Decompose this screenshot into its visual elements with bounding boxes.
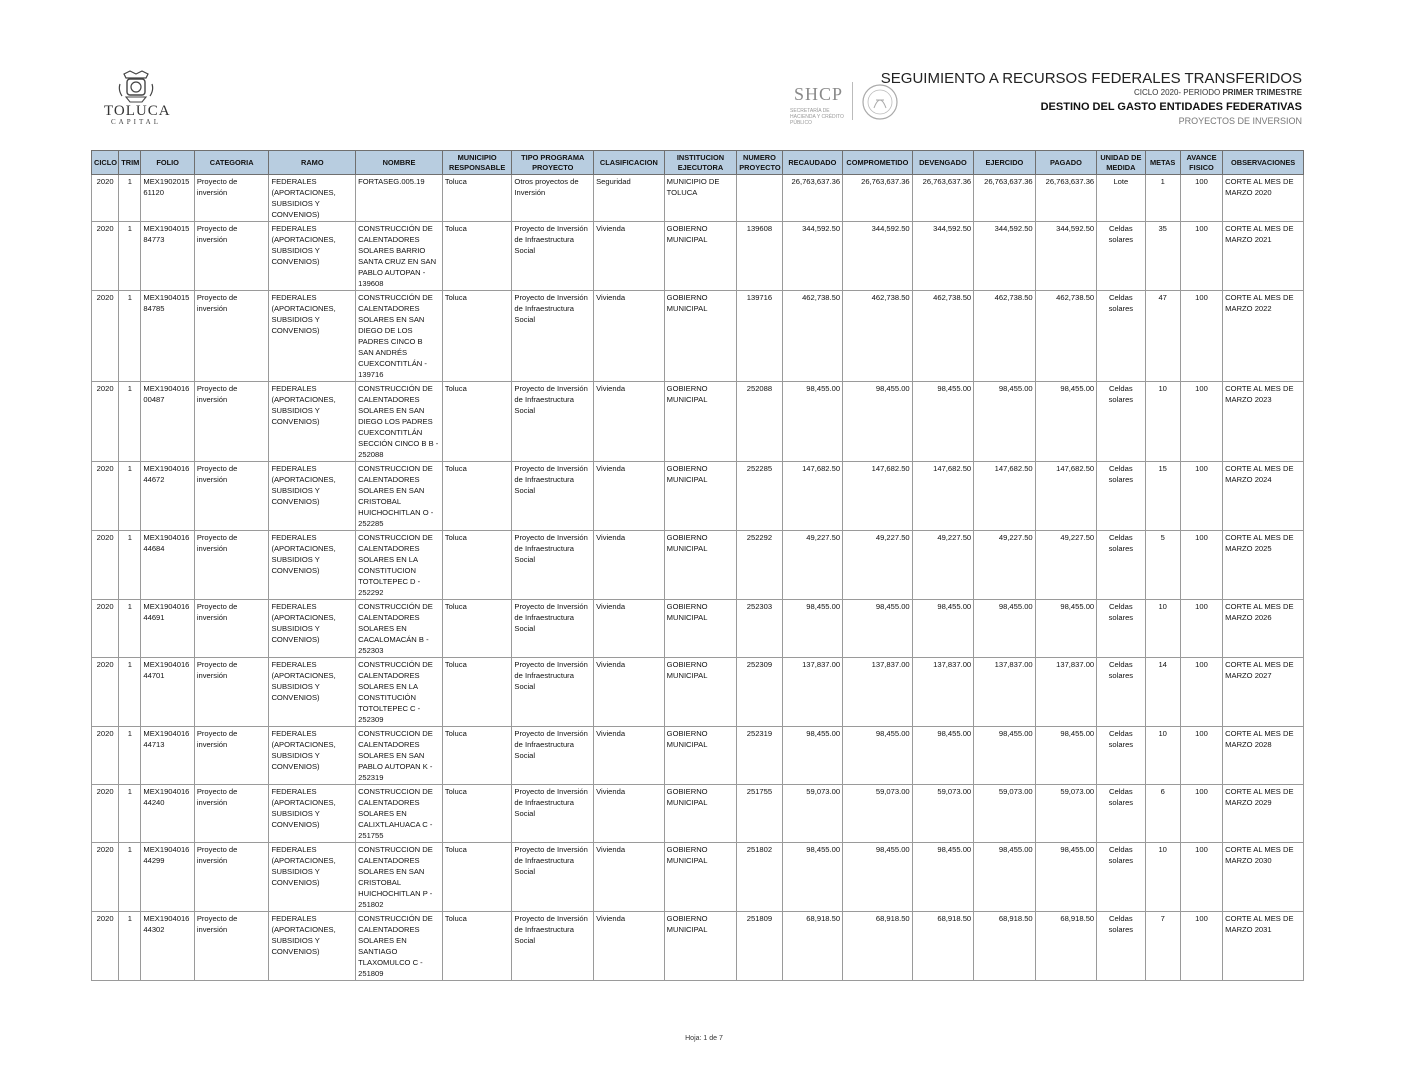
cell-nombre: CONSTRUCCIÓN DE CALENTADORES SOLARES EN CACALOMACÁN B - 252303 <box>356 600 443 658</box>
cell-ejercido: 137,837.00 <box>974 658 1036 727</box>
cell-folio: MEX1904016 44672 <box>141 462 194 531</box>
cell-unidad-medida: Celdas solares <box>1097 382 1145 462</box>
cell-ramo: FEDERALES (APORTACIONES, SUBSIDIOS Y CONVENIOS) <box>269 785 356 843</box>
cell-ejercido: 462,738.50 <box>974 291 1036 382</box>
table-body <box>92 175 1304 981</box>
cell-categoria: Proyecto de inversión <box>194 175 269 222</box>
cell-folio: MEX1902015 61120 <box>141 175 194 222</box>
cell-recaudado: 26,763,637.36 <box>782 175 842 222</box>
cell-recaudado: 59,073.00 <box>782 785 842 843</box>
col-header-categoria: CATEGORIA <box>194 151 269 175</box>
table-row <box>92 462 1304 531</box>
cell-pagado: 147,682.50 <box>1035 462 1097 531</box>
cell-categoria: Proyecto de inversión <box>194 843 269 912</box>
cell-clasificacion: Vivienda <box>594 531 665 600</box>
cell-clasificacion: Vivienda <box>594 727 665 785</box>
cell-nombre: CONSTRUCCIÓN DE CALENTADORES SOLARES EN SANTIAGO TLAXOMULCO C - 251809 <box>356 912 443 981</box>
col-header-nombre: NOMBRE <box>356 151 443 175</box>
cell-ramo: FEDERALES (APORTACIONES, SUBSIDIOS Y CONVENIOS) <box>269 658 356 727</box>
cell-recaudado: 98,455.00 <box>782 843 842 912</box>
cell-municipio: Toluca <box>442 600 512 658</box>
table-row <box>92 531 1304 600</box>
cell-pagado: 98,455.00 <box>1035 843 1097 912</box>
cell-clasificacion: Vivienda <box>594 222 665 291</box>
cell-tipo-programa: Proyecto de Inversión de Infraestructura Social <box>512 531 594 600</box>
cell-observaciones: CORTE AL MES DE MARZO 2020 <box>1223 175 1304 222</box>
cell-nombre: CONSTRUCCION DE CALENTADORES SOLARES EN SAN CRISTOBAL HUICHOCHITLAN P - 251802 <box>356 843 443 912</box>
cell-avance-fisico: 100 <box>1180 843 1222 912</box>
cell-tipo-programa: Proyecto de Inversión de Infraestructura Social <box>512 912 594 981</box>
col-header-pagado: PAGADO <box>1035 151 1097 175</box>
cell-municipio: Toluca <box>442 462 512 531</box>
cell-numero-proyecto: 251802 <box>737 843 782 912</box>
table-row <box>92 175 1304 222</box>
cell-pagado: 344,592.50 <box>1035 222 1097 291</box>
cell-unidad-medida: Lote <box>1097 175 1145 222</box>
cell-ramo: FEDERALES (APORTACIONES, SUBSIDIOS Y CONVENIOS) <box>269 600 356 658</box>
cell-ciclo: 2020 <box>92 291 119 382</box>
cell-avance-fisico: 100 <box>1180 785 1222 843</box>
cell-clasificacion: Vivienda <box>594 462 665 531</box>
cell-ciclo: 2020 <box>92 785 119 843</box>
cell-observaciones: CORTE AL MES DE MARZO 2030 <box>1223 843 1304 912</box>
cell-recaudado: 98,455.00 <box>782 382 842 462</box>
cell-recaudado: 462,738.50 <box>782 291 842 382</box>
toluca-logo <box>104 70 171 132</box>
cell-institucion: GOBIERNO MUNICIPAL <box>664 291 737 382</box>
cell-trim: 1 <box>119 785 141 843</box>
cell-avance-fisico: 100 <box>1180 658 1222 727</box>
cell-municipio: Toluca <box>442 382 512 462</box>
col-header-trim: TRIM <box>119 151 141 175</box>
cell-institucion: GOBIERNO MUNICIPAL <box>664 531 737 600</box>
cell-municipio: Toluca <box>442 175 512 222</box>
cell-municipio: Toluca <box>442 912 512 981</box>
table-row <box>92 600 1304 658</box>
cell-metas: 35 <box>1145 222 1180 291</box>
projects-table <box>91 150 1304 981</box>
cell-clasificacion: Vivienda <box>594 658 665 727</box>
cell-metas: 10 <box>1145 382 1180 462</box>
cell-trim: 1 <box>119 912 141 981</box>
cell-metas: 5 <box>1145 531 1180 600</box>
cell-avance-fisico: 100 <box>1180 600 1222 658</box>
cell-devengado: 98,455.00 <box>912 382 974 462</box>
cell-devengado: 26,763,637.36 <box>912 175 974 222</box>
cell-institucion: GOBIERNO MUNICIPAL <box>664 912 737 981</box>
cell-metas: 10 <box>1145 600 1180 658</box>
cycle-period: PRIMER TRIMESTRE <box>1222 88 1302 97</box>
table-row <box>92 727 1304 785</box>
cell-comprometido: 98,455.00 <box>843 382 913 462</box>
cell-ejercido: 344,592.50 <box>974 222 1036 291</box>
col-header-institucion: INSTITUCION EJECUTORA <box>664 151 737 175</box>
cell-trim: 1 <box>119 291 141 382</box>
cell-ejercido: 98,455.00 <box>974 727 1036 785</box>
cell-ejercido: 98,455.00 <box>974 600 1036 658</box>
cell-recaudado: 344,592.50 <box>782 222 842 291</box>
cell-municipio: Toluca <box>442 222 512 291</box>
cell-clasificacion: Vivienda <box>594 785 665 843</box>
cell-avance-fisico: 100 <box>1180 291 1222 382</box>
cell-municipio: Toluca <box>442 531 512 600</box>
cell-numero-proyecto: 252319 <box>737 727 782 785</box>
cell-ejercido: 98,455.00 <box>974 843 1036 912</box>
cell-unidad-medida: Celdas solares <box>1097 785 1145 843</box>
cell-observaciones: CORTE AL MES DE MARZO 2027 <box>1223 658 1304 727</box>
cell-pagado: 49,227.50 <box>1035 531 1097 600</box>
cell-categoria: Proyecto de inversión <box>194 291 269 382</box>
cell-numero-proyecto: 139608 <box>737 222 782 291</box>
cell-nombre: CONSTRUCCIÓN DE CALENTADORES SOLARES EN LA CONSTITUCIÓN TOTOLTEPEC C - 252309 <box>356 658 443 727</box>
cell-nombre: FORTASEG.005.19 <box>356 175 443 222</box>
cycle-prefix: CICLO 2020- PERIODO <box>1133 88 1221 97</box>
cell-comprometido: 98,455.00 <box>843 843 913 912</box>
cell-comprometido: 59,073.00 <box>843 785 913 843</box>
cell-ramo: FEDERALES (APORTACIONES, SUBSIDIOS Y CONVENIOS) <box>269 531 356 600</box>
cell-numero-proyecto: 252292 <box>737 531 782 600</box>
col-header-unidad-medida: UNIDAD DE MEDIDA <box>1097 151 1145 175</box>
col-header-tipo-programa: TIPO PROGRAMA PROYECTO <box>512 151 594 175</box>
cell-observaciones: CORTE AL MES DE MARZO 2021 <box>1223 222 1304 291</box>
cell-nombre: CONSTRUCCIÓN DE CALENTADORES SOLARES BARRIO SANTA CRUZ EN SAN PABLO AUTOPAN - 139608 <box>356 222 443 291</box>
logo-toluca-sub: CAPITAL <box>111 118 161 126</box>
cell-comprometido: 462,738.50 <box>843 291 913 382</box>
cell-ejercido: 49,227.50 <box>974 531 1036 600</box>
cell-numero-proyecto: 251809 <box>737 912 782 981</box>
cell-clasificacion: Seguridad <box>594 175 665 222</box>
cell-numero-proyecto: 252309 <box>737 658 782 727</box>
cell-devengado: 68,918.50 <box>912 912 974 981</box>
cell-clasificacion: Vivienda <box>594 912 665 981</box>
shcp-divider <box>852 82 853 120</box>
cell-pagado: 98,455.00 <box>1035 727 1097 785</box>
cell-unidad-medida: Celdas solares <box>1097 222 1145 291</box>
report-destination: DESTINO DEL GASTO ENTIDADES FEDERATIVAS <box>1040 101 1302 113</box>
cell-numero-proyecto: 139716 <box>737 291 782 382</box>
cell-numero-proyecto: 252285 <box>737 462 782 531</box>
cell-ciclo: 2020 <box>92 658 119 727</box>
cell-ejercido: 59,073.00 <box>974 785 1036 843</box>
cell-trim: 1 <box>119 600 141 658</box>
cell-nombre: CONSTRUCCION DE CALENTADORES SOLARES EN CALIXTLAHUACA C - 251755 <box>356 785 443 843</box>
cell-observaciones: CORTE AL MES DE MARZO 2028 <box>1223 727 1304 785</box>
cell-observaciones: CORTE AL MES DE MARZO 2031 <box>1223 912 1304 981</box>
shcp-sub: SECRETARÍA DE HACIENDA Y CRÉDITO PÚBLICO <box>790 108 844 126</box>
cell-metas: 15 <box>1145 462 1180 531</box>
cell-comprometido: 68,918.50 <box>843 912 913 981</box>
col-header-metas: METAS <box>1145 151 1180 175</box>
cell-devengado: 49,227.50 <box>912 531 974 600</box>
cell-devengado: 147,682.50 <box>912 462 974 531</box>
cell-categoria: Proyecto de inversión <box>194 531 269 600</box>
cell-institucion: GOBIERNO MUNICIPAL <box>664 785 737 843</box>
cell-folio: MEX1904016 44713 <box>141 727 194 785</box>
cell-recaudado: 98,455.00 <box>782 727 842 785</box>
cell-unidad-medida: Celdas solares <box>1097 658 1145 727</box>
cell-folio: MEX1904016 00487 <box>141 382 194 462</box>
cell-ciclo: 2020 <box>92 912 119 981</box>
col-header-avance-fisico: AVANCE FISICO <box>1180 151 1222 175</box>
cell-ciclo: 2020 <box>92 222 119 291</box>
table-row <box>92 912 1304 981</box>
cell-pagado: 137,837.00 <box>1035 658 1097 727</box>
cell-avance-fisico: 100 <box>1180 727 1222 785</box>
cell-unidad-medida: Celdas solares <box>1097 843 1145 912</box>
cell-devengado: 344,592.50 <box>912 222 974 291</box>
cell-trim: 1 <box>119 658 141 727</box>
cell-categoria: Proyecto de inversión <box>194 727 269 785</box>
table-header-row <box>92 151 1304 175</box>
cell-recaudado: 98,455.00 <box>782 600 842 658</box>
cell-unidad-medida: Celdas solares <box>1097 291 1145 382</box>
cell-clasificacion: Vivienda <box>594 600 665 658</box>
cell-ciclo: 2020 <box>92 727 119 785</box>
cell-unidad-medida: Celdas solares <box>1097 462 1145 531</box>
cell-metas: 47 <box>1145 291 1180 382</box>
cell-metas: 10 <box>1145 727 1180 785</box>
cell-observaciones: CORTE AL MES DE MARZO 2025 <box>1223 531 1304 600</box>
cell-nombre: CONSTRUCCION DE CALENTADORES SOLARES EN LA CONSTITUCION TOTOLTEPEC D - 252292 <box>356 531 443 600</box>
cell-clasificacion: Vivienda <box>594 382 665 462</box>
cell-tipo-programa: Proyecto de Inversión de Infraestructura Social <box>512 382 594 462</box>
cell-comprometido: 98,455.00 <box>843 727 913 785</box>
cell-devengado: 98,455.00 <box>912 600 974 658</box>
cell-trim: 1 <box>119 531 141 600</box>
cell-comprometido: 147,682.50 <box>843 462 913 531</box>
cell-devengado: 98,455.00 <box>912 727 974 785</box>
report-section: PROYECTOS DE INVERSION <box>1178 116 1302 126</box>
cell-institucion: GOBIERNO MUNICIPAL <box>664 462 737 531</box>
cell-avance-fisico: 100 <box>1180 912 1222 981</box>
cell-avance-fisico: 100 <box>1180 175 1222 222</box>
cell-unidad-medida: Celdas solares <box>1097 600 1145 658</box>
cell-tipo-programa: Proyecto de Inversión de Infraestructura Social <box>512 462 594 531</box>
cell-comprometido: 137,837.00 <box>843 658 913 727</box>
table-row <box>92 658 1304 727</box>
cell-folio: MEX1904016 44701 <box>141 658 194 727</box>
cell-nombre: CONSTRUCCION DE CALENTADORES SOLARES EN SAN PABLO AUTOPAN K - 252319 <box>356 727 443 785</box>
cell-numero-proyecto: 251755 <box>737 785 782 843</box>
col-header-clasificacion: CLASIFICACION <box>594 151 665 175</box>
cell-institucion: GOBIERNO MUNICIPAL <box>664 843 737 912</box>
cell-metas: 1 <box>1145 175 1180 222</box>
cell-trim: 1 <box>119 462 141 531</box>
cell-institucion: GOBIERNO MUNICIPAL <box>664 600 737 658</box>
cell-metas: 7 <box>1145 912 1180 981</box>
col-header-recaudado: RECAUDADO <box>782 151 842 175</box>
cell-ramo: FEDERALES (APORTACIONES, SUBSIDIOS Y CONVENIOS) <box>269 462 356 531</box>
cell-trim: 1 <box>119 843 141 912</box>
cell-ramo: FEDERALES (APORTACIONES, SUBSIDIOS Y CONVENIOS) <box>269 843 356 912</box>
table-row <box>92 222 1304 291</box>
cell-recaudado: 147,682.50 <box>782 462 842 531</box>
cell-folio: MEX1904015 84773 <box>141 222 194 291</box>
report-title: SEGUIMIENTO A RECURSOS FEDERALES TRANSFERIDOS <box>880 70 1302 87</box>
cell-categoria: Proyecto de inversión <box>194 785 269 843</box>
cell-ramo: FEDERALES (APORTACIONES, SUBSIDIOS Y CONVENIOS) <box>269 912 356 981</box>
cell-observaciones: CORTE AL MES DE MARZO 2022 <box>1223 291 1304 382</box>
cell-nombre: CONSTRUCCIÓN DE CALENTADORES SOLARES EN SAN DIEGO DE LOS PADRES CINCO B SAN ANDRÉS CUEXCONTITLÁN - 139716 <box>356 291 443 382</box>
cell-tipo-programa: Proyecto de Inversión de Infraestructura Social <box>512 600 594 658</box>
cell-pagado: 98,455.00 <box>1035 600 1097 658</box>
cell-numero-proyecto <box>737 175 782 222</box>
cell-categoria: Proyecto de inversión <box>194 382 269 462</box>
cell-pagado: 26,763,637.36 <box>1035 175 1097 222</box>
col-header-ciclo: CICLO <box>92 151 119 175</box>
shcp-word: SHCP <box>794 84 844 104</box>
cell-categoria: Proyecto de inversión <box>194 600 269 658</box>
cell-ramo: FEDERALES (APORTACIONES, SUBSIDIOS Y CONVENIOS) <box>269 222 356 291</box>
table-row <box>92 291 1304 382</box>
cell-ciclo: 2020 <box>92 175 119 222</box>
cell-ciclo: 2020 <box>92 600 119 658</box>
cell-pagado: 98,455.00 <box>1035 382 1097 462</box>
cell-observaciones: CORTE AL MES DE MARZO 2023 <box>1223 382 1304 462</box>
cell-ejercido: 68,918.50 <box>974 912 1036 981</box>
cell-categoria: Proyecto de inversión <box>194 222 269 291</box>
cell-metas: 14 <box>1145 658 1180 727</box>
cell-observaciones: CORTE AL MES DE MARZO 2026 <box>1223 600 1304 658</box>
cell-unidad-medida: Celdas solares <box>1097 727 1145 785</box>
cell-institucion: GOBIERNO MUNICIPAL <box>664 727 737 785</box>
cell-trim: 1 <box>119 727 141 785</box>
col-header-municipio: MUNICIPIO RESPONSABLE <box>442 151 512 175</box>
cell-folio: MEX1904016 44240 <box>141 785 194 843</box>
cell-unidad-medida: Celdas solares <box>1097 912 1145 981</box>
cell-municipio: Toluca <box>442 658 512 727</box>
cell-ramo: FEDERALES (APORTACIONES, SUBSIDIOS Y CONVENIOS) <box>269 382 356 462</box>
cell-ciclo: 2020 <box>92 382 119 462</box>
report-cycle <box>1134 88 1302 97</box>
cell-recaudado: 137,837.00 <box>782 658 842 727</box>
logo-toluca-word: TOLUCA <box>104 103 171 119</box>
cell-avance-fisico: 100 <box>1180 222 1222 291</box>
cell-folio: MEX1904015 84785 <box>141 291 194 382</box>
col-header-observaciones: OBSERVACIONES <box>1223 151 1304 175</box>
cell-observaciones: CORTE AL MES DE MARZO 2029 <box>1223 785 1304 843</box>
table-row <box>92 785 1304 843</box>
cell-tipo-programa: Proyecto de Inversión de Infraestructura Social <box>512 222 594 291</box>
cell-observaciones: CORTE AL MES DE MARZO 2024 <box>1223 462 1304 531</box>
cell-tipo-programa: Proyecto de Inversión de Infraestructura Social <box>512 843 594 912</box>
cell-devengado: 137,837.00 <box>912 658 974 727</box>
cell-pagado: 68,918.50 <box>1035 912 1097 981</box>
cell-trim: 1 <box>119 175 141 222</box>
cell-devengado: 462,738.50 <box>912 291 974 382</box>
cell-categoria: Proyecto de inversión <box>194 462 269 531</box>
toluca-crest-icon <box>116 70 156 104</box>
col-header-numero-proyecto: NUMERO PROYECTO <box>737 151 782 175</box>
cell-tipo-programa: Otros proyectos de Inversión <box>512 175 594 222</box>
cell-clasificacion: Vivienda <box>594 843 665 912</box>
cell-nombre: CONSTRUCCIÓN DE CALENTADORES SOLARES EN SAN DIEGO LOS PADRES CUEXCONTITLÁN SECCIÓN CINCO B B - 252088 <box>356 382 443 462</box>
cell-folio: MEX1904016 44691 <box>141 600 194 658</box>
col-header-devengado: DEVENGADO <box>912 151 974 175</box>
cell-avance-fisico: 100 <box>1180 382 1222 462</box>
cell-ciclo: 2020 <box>92 462 119 531</box>
cell-pagado: 59,073.00 <box>1035 785 1097 843</box>
cell-municipio: Toluca <box>442 843 512 912</box>
cell-tipo-programa: Proyecto de Inversión de Infraestructura Social <box>512 727 594 785</box>
cell-pagado: 462,738.50 <box>1035 291 1097 382</box>
page-number: Hoja: 1 de 7 <box>685 1035 723 1042</box>
table-row <box>92 843 1304 912</box>
col-header-ejercido: EJERCIDO <box>974 151 1036 175</box>
cell-ciclo: 2020 <box>92 843 119 912</box>
cell-devengado: 59,073.00 <box>912 785 974 843</box>
cell-metas: 6 <box>1145 785 1180 843</box>
cell-ramo: FEDERALES (APORTACIONES, SUBSIDIOS Y CONVENIOS) <box>269 727 356 785</box>
cell-ejercido: 98,455.00 <box>974 382 1036 462</box>
cell-folio: MEX1904016 44684 <box>141 531 194 600</box>
cell-institucion: GOBIERNO MUNICIPAL <box>664 222 737 291</box>
table-row <box>92 382 1304 462</box>
cell-trim: 1 <box>119 382 141 462</box>
cell-comprometido: 26,763,637.36 <box>843 175 913 222</box>
cell-tipo-programa: Proyecto de Inversión de Infraestructura Social <box>512 291 594 382</box>
cell-comprometido: 49,227.50 <box>843 531 913 600</box>
cell-ejercido: 26,763,637.36 <box>974 175 1036 222</box>
cell-tipo-programa: Proyecto de Inversión de Infraestructura Social <box>512 658 594 727</box>
cell-unidad-medida: Celdas solares <box>1097 531 1145 600</box>
cell-institucion: GOBIERNO MUNICIPAL <box>664 658 737 727</box>
cell-numero-proyecto: 252303 <box>737 600 782 658</box>
cell-ramo: FEDERALES (APORTACIONES, SUBSIDIOS Y CONVENIOS) <box>269 175 356 222</box>
cell-tipo-programa: Proyecto de Inversión de Infraestructura Social <box>512 785 594 843</box>
cell-categoria: Proyecto de inversión <box>194 658 269 727</box>
cell-comprometido: 344,592.50 <box>843 222 913 291</box>
col-header-folio: FOLIO <box>141 151 194 175</box>
cell-ejercido: 147,682.50 <box>974 462 1036 531</box>
col-header-ramo: RAMO <box>269 151 356 175</box>
cell-avance-fisico: 100 <box>1180 531 1222 600</box>
cell-clasificacion: Vivienda <box>594 291 665 382</box>
cell-trim: 1 <box>119 222 141 291</box>
cell-folio: MEX1904016 44299 <box>141 843 194 912</box>
cell-nombre: CONSTRUCCION DE CALENTADORES SOLARES EN SAN CRISTOBAL HUICHOCHITLAN O - 252285 <box>356 462 443 531</box>
cell-recaudado: 49,227.50 <box>782 531 842 600</box>
cell-municipio: Toluca <box>442 291 512 382</box>
cell-folio: MEX1904016 44302 <box>141 912 194 981</box>
cell-categoria: Proyecto de inversión <box>194 912 269 981</box>
cell-ciclo: 2020 <box>92 531 119 600</box>
cell-metas: 10 <box>1145 843 1180 912</box>
cell-municipio: Toluca <box>442 727 512 785</box>
cell-ramo: FEDERALES (APORTACIONES, SUBSIDIOS Y CONVENIOS) <box>269 291 356 382</box>
cell-avance-fisico: 100 <box>1180 462 1222 531</box>
cell-municipio: Toluca <box>442 785 512 843</box>
cell-comprometido: 98,455.00 <box>843 600 913 658</box>
cell-institucion: MUNICIPIO DE TOLUCA <box>664 175 737 222</box>
cell-recaudado: 68,918.50 <box>782 912 842 981</box>
cell-institucion: GOBIERNO MUNICIPAL <box>664 382 737 462</box>
cell-devengado: 98,455.00 <box>912 843 974 912</box>
cell-numero-proyecto: 252088 <box>737 382 782 462</box>
col-header-comprometido: COMPROMETIDO <box>843 151 913 175</box>
